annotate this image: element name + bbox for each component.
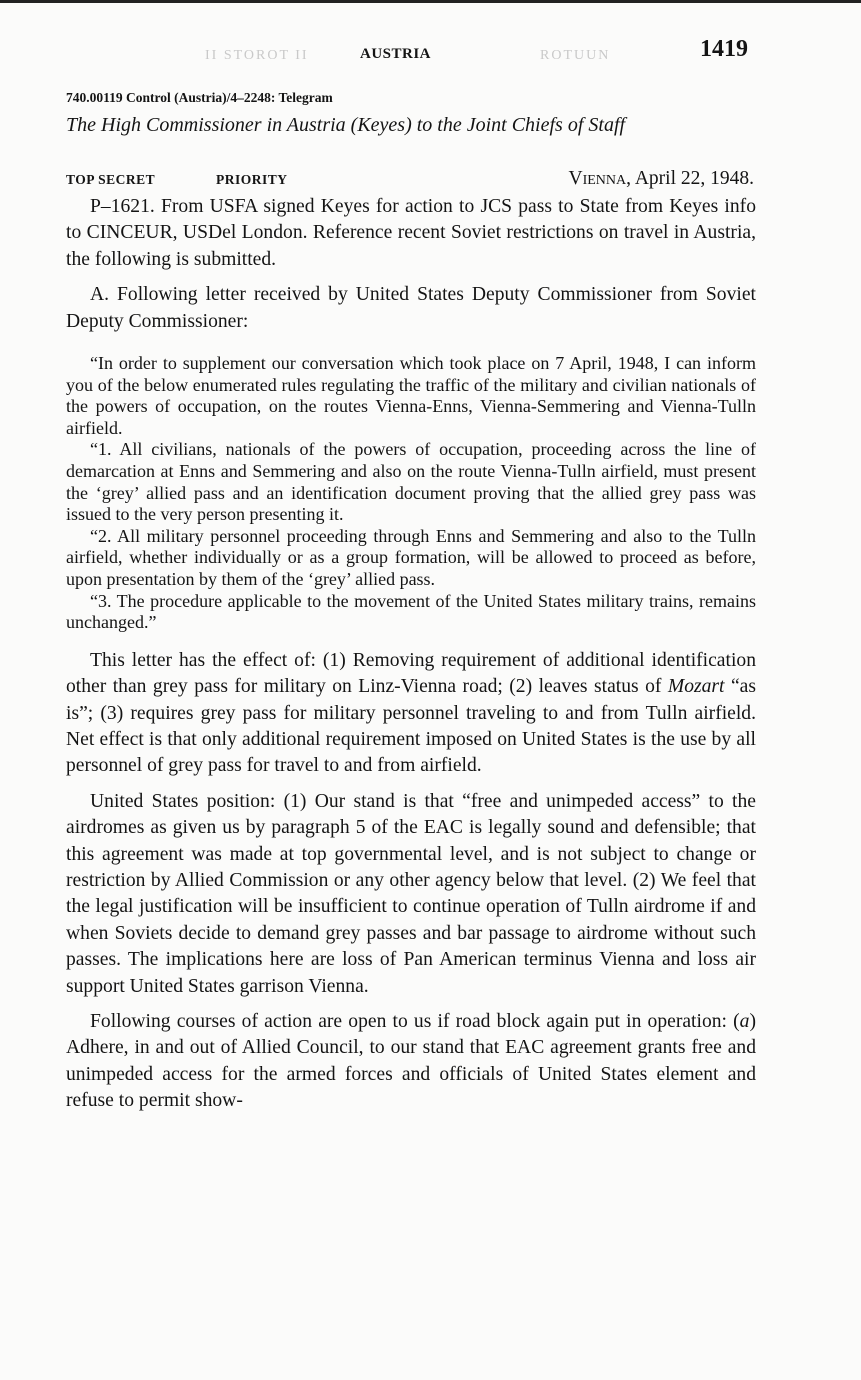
paragraph-letter-intro: A. Following letter received by United States Deputy Commissioner from Soviet Deputy Commissioner: xyxy=(66,284,756,332)
page-number: 1419 xyxy=(700,36,748,62)
dateline xyxy=(569,168,754,190)
classification-line xyxy=(66,168,766,192)
courses-text-b: ) Adhere, in and out of Allied Council, to our stand that EAC agreement grants free and unimpeded access for the armed forces and officials of United States element and refuse to permit show- xyxy=(66,1011,756,1112)
courses-italic: a xyxy=(739,1011,750,1033)
bleed-through-text-left: II STOROT II xyxy=(205,48,309,63)
letter-effect-text-b: “as is”; (3) requires grey pass for military personnel traveling to and from Tulln airfield. Net effect is that only additional requirement imposed on United States is the use by all personnel of grey pass for travel to and from airfield. xyxy=(66,676,756,777)
paragraph-us-position: United States position: (1) Our stand is that “free and unimpeded access” to the airdromes as given us by paragraph 5 of the EAC is legally sound and defensible; that this agreement was made at top governmental level, and is not subject to change or restriction by Allied Commission or any other agency below that level. (2) We feel that the legal justification will be insufficient to continue operation of Tulln airdrome if and when Soviets decide to demand grey passes and bar passage to airdrome without such passes. The implications here are loss of Pan American terminus Vienna and loss air support United States garrison Vienna. xyxy=(66,790,756,997)
dateline-place: Vienna xyxy=(568,168,627,189)
bleed-through-text-right: ROTUUN xyxy=(540,48,611,63)
file-reference: 740.00119 Control (Austria)/4–2248: Telegram xyxy=(66,90,333,105)
telegram-body xyxy=(66,194,756,1124)
running-head: AUSTRIA xyxy=(360,46,432,62)
quoted-letter-intro: “In order to supplement our conversation which took place on 7 April, 1948, I can inform you of the below enumerated rules regulating the traffic of the military and civilian nationals of the powers of occupation, on the routes Vienna-Enns, Vienna-Semmering and Vienna-Tulln airfield. xyxy=(66,353,756,438)
classification-label: TOP SECRET xyxy=(66,172,156,187)
courses-text-a: Following courses of action are open to us if road block again put in operation: ( xyxy=(90,1011,740,1033)
dateline-date: , April 22, 1948. xyxy=(626,168,754,189)
paragraph-p1621: P–1621. From USFA signed Keyes for action to JCS pass to State from Keyes info to CINCEUR, USDel London. Reference recent Soviet restrictions on travel in Austria, the following is submitted. xyxy=(66,196,756,270)
letter-effect-italic: Mozart xyxy=(667,676,725,698)
priority-label: PRIORITY xyxy=(216,172,288,187)
document-title: The High Commissioner in Austria (Keyes) to the Joint Chiefs of Staff xyxy=(66,114,626,136)
paragraph-courses-of-action xyxy=(66,1009,756,1115)
top-border xyxy=(0,0,861,3)
quoted-rule-2: “2. All military personnel proceeding through Enns and Semmering and also to the Tulln airfield, whether individually or as a group formation, will be allowed to proceed as before, upon presentation by them of the ‘grey’ allied pass. xyxy=(66,525,756,589)
letter-effect-text-a: This letter has the effect of: (1) Removing requirement of additional identification other than grey pass for military on Linz-Vienna road; (2) leaves status of xyxy=(66,649,756,698)
quoted-rule-1: “1. All civilians, nationals of the powers of occupation, proceeding across the line of demarcation at Enns and Semmering and also on the route Vienna-Tulln airfield, must present the ‘grey’ allied pass and an identification document proving that the allied grey pass was issued to the very person presenting it. xyxy=(66,439,756,525)
quoted-rule-3: “3. The procedure applicable to the movement of the United States military trains, remains unchanged.” xyxy=(66,590,756,633)
page-header xyxy=(0,36,861,76)
paragraph-letter-effect xyxy=(66,648,756,780)
